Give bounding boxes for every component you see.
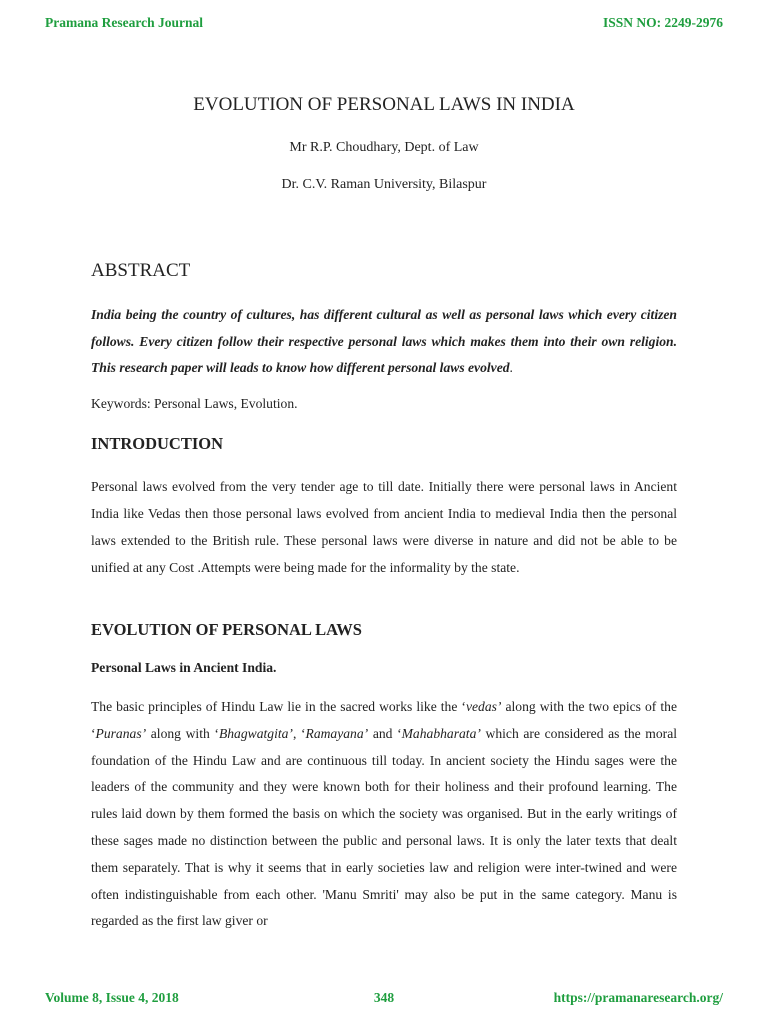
page-number: 348 <box>373 990 395 1005</box>
term-ramayana: Ramayana’ <box>305 725 369 741</box>
term-bhagwatgita: Bhagwatgita’ <box>218 725 293 741</box>
page-footer <box>45 990 723 1006</box>
evolution-heading: EVOLUTION OF PERSONAL LAWS <box>91 620 362 639</box>
term-puranas: Puranas’ <box>95 725 147 741</box>
text-run: , ‘ <box>292 725 306 741</box>
text-run: which are considered as the moral foundation of the Hindu Law and are continuous till today. In ancient society the Hindu sages were the leaders of the community and they were known both for their holiness and their profound learning. The rules laid down by them formed the basis on which the society was organised. But in the early writings of these sages made no distinction between the public and personal laws. It is only the later texts that dealt them separately. That is why it seems that in early societies law and religion were inter-twined and were often indistinguishable from each other. 'Manu Smriti' may also be put in the same category. Manu is regarded as the first law giver or <box>91 725 678 929</box>
ancient-india-paragraph <box>91 694 677 935</box>
term-mahabharata: Mahabharata’ <box>401 725 481 741</box>
abstract-text <box>91 302 677 382</box>
keywords-line: Keywords: Personal Laws, Evolution. <box>91 396 298 411</box>
text-run: The basic principles of Hindu Law lie in the sacred works like the ‘ <box>91 699 466 714</box>
text-run: along with the two epics of the ‘ <box>91 699 677 741</box>
introduction-heading: INTRODUCTION <box>91 434 224 453</box>
abstract-heading: ABSTRACT <box>91 260 191 281</box>
author-line: Mr R.P. Choudhary, Dept. of Law <box>289 140 479 155</box>
abstract-body: India being the country of cultures, has different cultural as well as personal laws which every citizen follows. Every citizen follow their respective personal laws which makes them into their own religion. This research paper will leads to know how different personal laws evolved <box>91 307 677 376</box>
journal-name: Pramana Research Journal <box>45 15 203 30</box>
ancient-india-subheading: Personal Laws in Ancient India. <box>91 660 277 675</box>
page-header <box>45 15 723 31</box>
abstract-period: . <box>509 360 513 376</box>
journal-url[interactable]: https://pramanaresearch.org/ <box>553 990 723 1005</box>
volume-issue: Volume 8, Issue 4, 2018 <box>45 990 179 1005</box>
text-run: along with ‘ <box>146 725 219 741</box>
affiliation-line: Dr. C.V. Raman University, Bilaspur <box>281 177 487 192</box>
term-vedas: vedas’ <box>465 699 502 714</box>
introduction-paragraph: Personal laws evolved from the very tender age to till date. Initially there were personal laws in Ancient India like Vedas then those personal laws evolved from ancient India to medieval India then the personal laws extended to the British rule. These personal laws were diverse in nature and did not be able to be unified at any Cost .Attempts were being made for the informality by the state. <box>91 479 677 575</box>
paper-title: EVOLUTION OF PERSONAL LAWS IN INDIA <box>193 94 575 115</box>
issn-number: ISSN NO: 2249-2976 <box>602 15 723 30</box>
text-run: and ‘ <box>368 725 402 741</box>
